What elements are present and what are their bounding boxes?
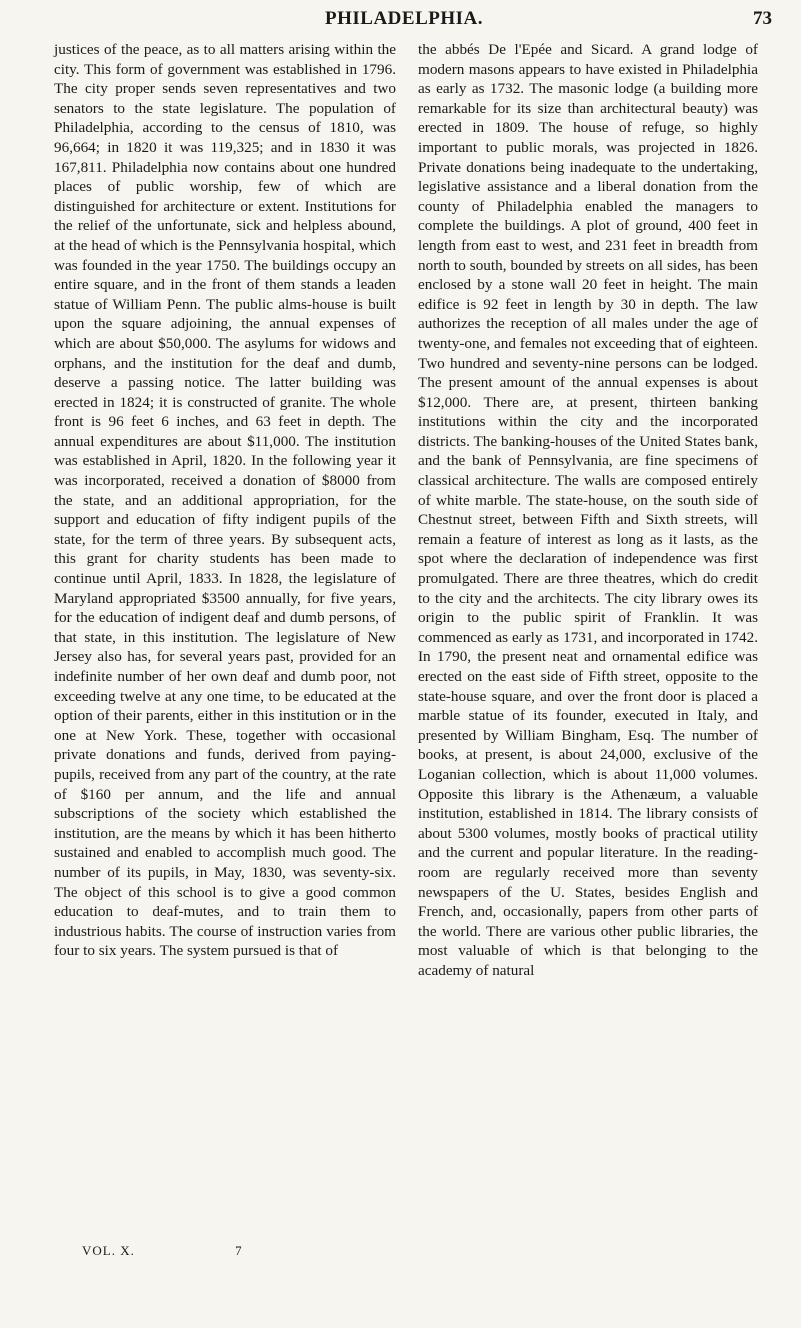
signature-line: [82, 1243, 243, 1259]
page-number: 73: [753, 8, 772, 29]
signature-mark: 7: [235, 1243, 243, 1258]
running-head: [36, 8, 772, 42]
volume-label: VOL. X.: [82, 1243, 135, 1258]
right-column: [418, 40, 758, 981]
right-column-text: the abbés De l'Epée and Sicard. A grand lodge of modern masons appears to have existed in Philadelphia as early as 1732. The masonic lodge (a building more remarkable for its size than architectural beauty) was erected in 1809. The house of refuge, so highly important to public morals, was projected in 1826. Private donations being inadequate to the undertaking, legislative assistance and a liberal donation from the county of Philadelphia enabled the managers to complete the buildings. A plot of ground, 400 feet in length from east to west, and 231 feet in breadth from north to south, bounded by streets on all sides, has been enclosed by a stone wall 20 feet in height. The main edifice is 92 feet in length by 30 in depth. The law authorizes the reception of all males under the age of twenty-one, and females not exceeding that of eighteen. Two hundred and seventy-nine persons can be lodged. The present amount of the annual expenses is about $12,000. There are, at present, thirteen banking institutions within the city and the incorporated districts. The banking-houses of the United States bank, and the bank of Pennsylvania, are fine specimens of classical architecture. The walls are composed entirely of white marble. The state-house, on the south side of Chestnut street, between Fifth and Sixth streets, will remain a feature of interest as long as it lasts, as the spot where the declaration of independence was first promulgated. There are three theatres, which do credit to the city and the architects. The city library owes its origin to the public spirit of Franklin. It was commenced as early as 1731, and incorporated in 1742. In 1790, the present neat and ornamental edifice was erected on the east side of Fifth street, opposite to the state-house square, and over the front door is placed a marble statue of its founder, executed in Italy, and presented by William Bingham, Esq. The number of books, at present, is about 24,000, exclusive of the Loganian collection, which is about 11,000 volumes. Opposite this library is the Athenæum, a valuable institution, established in 1814. The library consists of about 5300 volumes, mostly books of practical utility and the current and popular literature. In the reading-room are regularly received more than seventy newspapers of the U. States, besides English and French, and, occasionally, papers from other parts of the world. There are various other public libraries, the most valuable of which is that belonging to the academy of natural: [418, 41, 758, 979]
left-column: [54, 40, 396, 961]
running-title: PHILADELPHIA.: [325, 8, 483, 29]
left-column-text: justices of the peace, as to all matters arising within the city. This form of government was established in 1796. The city proper sends seven representatives and two senators to the state legislature. The population of Philadelphia, according to the census of 1810, was 96,664; in 1820 it was 119,325; and in 1830 it was 167,811. Philadelphia now contains about one hundred places of public worship, few of which are distinguished for architecture or extent. Institutions for the relief of the unfortunate, sick and helpless abound, at the head of which is the Pennsylvania hospital, which was founded in the year 1750. The buildings occupy an entire square, and in the front of them stands a leaden statue of William Penn. The public alms-house is built upon the square adjoining, the annual expenses of which are about $50,000. The asylums for widows and orphans, and the institution for the deaf and dumb, deserve a passing notice. The latter building was erected in 1824; it is constructed of granite. The whole front is 96 feet 6 inches, and 63 feet in depth. The annual expenditures are about $11,000. The institution was established in April, 1820. In the following year it was incorporated, received a donation of $8000 from the state, and an additional appropriation, for the support and education of fifty indigent pupils of the state, for the term of three years. By subsequent acts, this grant for charity students has been made to continue until April, 1833. In 1828, the legislature of Maryland appropriated $3500 annually, for five years, for the education of indigent deaf and dumb persons, of that state, in this institution. The legislature of New Jersey also has, for several years past, provided for an indefinite number of her own deaf and dumb poor, not exceeding twelve at any one time, to be educated at the option of their parents, either in this institution or in the one at New York. These, together with occasional private donations and funds, derived from paying-pupils, received from any part of the country, at the rate of $160 per annum, and the life and annual subscriptions of the society which established the institution, are the means by which it has been hitherto sustained and enabled to accomplish much good. The number of its pupils, in May, 1830, was seventy-six. The object of this school is to give a good common education to deaf-mutes, and to train them to industrious habits. The course of instruction varies from four to six years. The system pursued is that of: [54, 41, 396, 960]
